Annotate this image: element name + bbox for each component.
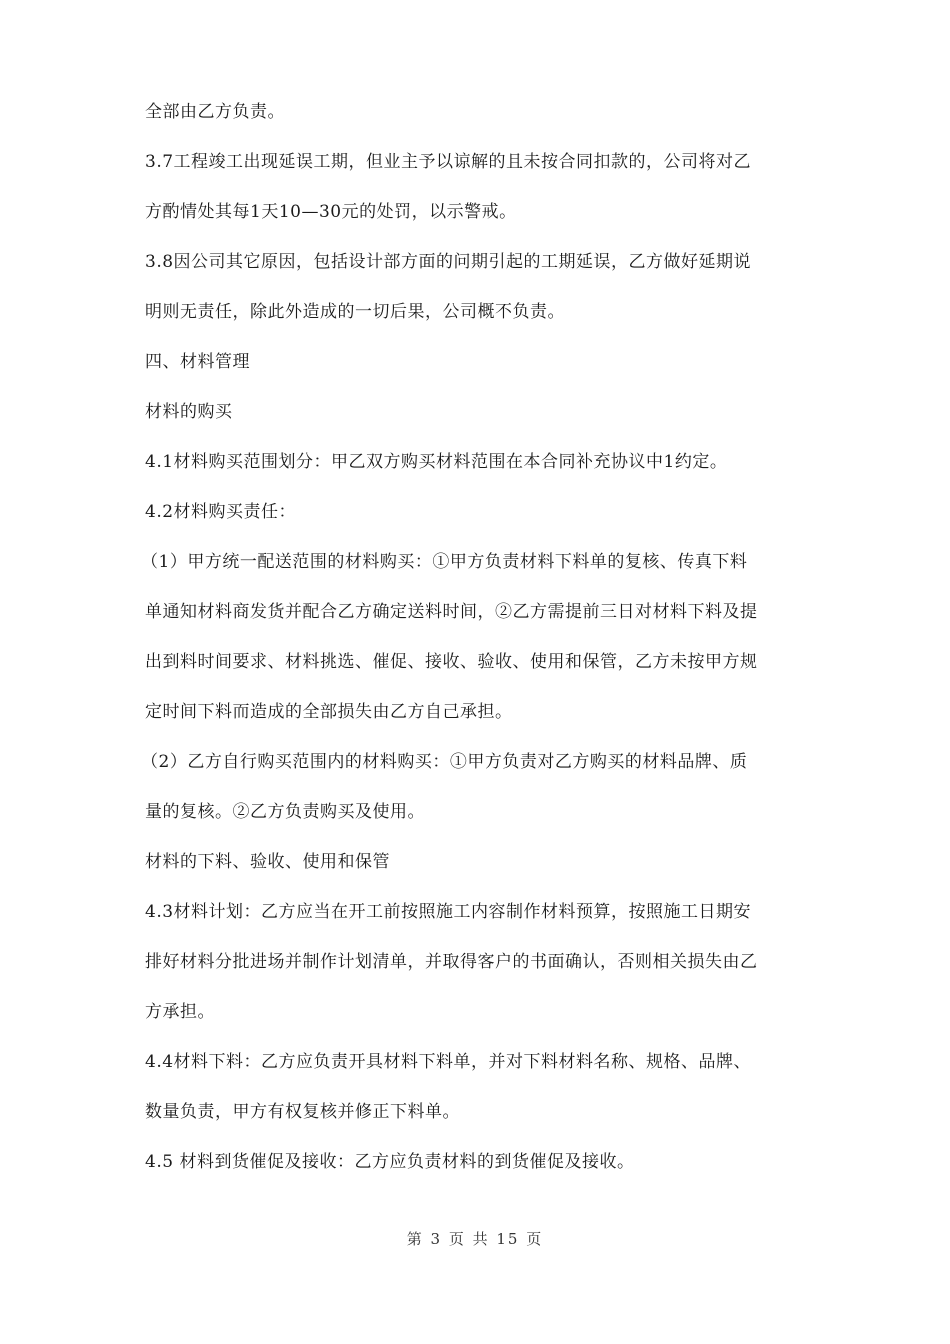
text-line: 定时间下料而造成的全部损失由乙方自己承担。	[145, 702, 513, 722]
text-line: （1）甲方统一配送范围的材料购买：①甲方负责材料下料单的复核、传真下料	[141, 552, 748, 572]
text-line: （2）乙方自行购买范围内的材料购买：①甲方负责对乙方购买的材料品牌、质	[141, 752, 748, 772]
text-line: 单通知材料商发货并配合乙方确定送料时间，②乙方需提前三日对材料下料及提	[145, 602, 758, 622]
text-line: 全部由乙方负责。	[145, 102, 285, 122]
text-line: 4.4材料下料：乙方应负责开具材料下料单，并对下料材料名称、规格、品牌、	[145, 1052, 752, 1072]
text-line: 明则无责任，除此外造成的一切后果，公司概不负责。	[145, 302, 565, 322]
text-line: 3.8因公司其它原因，包括设计部方面的问期引起的工期延误，乙方做好延期说	[145, 252, 752, 272]
page-number-footer: 第 3 页 共 15 页	[406, 1230, 544, 1248]
text-line: 排好材料分批进场并制作计划清单，并取得客户的书面确认，否则相关损失由乙	[145, 952, 758, 972]
text-line: 4.3材料计划：乙方应当在开工前按照施工内容制作材料预算，按照施工日期安	[145, 902, 752, 922]
subsection-heading: 材料的购买	[145, 402, 233, 422]
text-line: 出到料时间要求、材料挑选、催促、接收、验收、使用和保管，乙方未按甲方规	[145, 652, 758, 672]
text-line: 4.2材料购买责任：	[145, 502, 297, 522]
text-line: 方承担。	[145, 1002, 215, 1022]
document-body	[141, 92, 813, 1192]
subsection-heading: 材料的下料、验收、使用和保管	[145, 852, 390, 872]
text-line: 数量负责，甲方有权复核并修正下料单。	[145, 1102, 460, 1122]
section-heading: 四、材料管理	[145, 352, 250, 372]
text-line: 方酌情处其每1天10—30元的处罚，以示警戒。	[145, 202, 517, 222]
text-line: 3.7工程竣工出现延误工期，但业主予以谅解的且未按合同扣款的，公司将对乙	[145, 152, 752, 172]
text-line: 量的复核。②乙方负责购买及使用。	[145, 802, 425, 822]
text-line: 4.1材料购买范围划分：甲乙双方购买材料范围在本合同补充协议中1约定。	[145, 452, 728, 472]
text-line: 4.5 材料到货催促及接收：乙方应负责材料的到货催促及接收。	[145, 1152, 635, 1172]
